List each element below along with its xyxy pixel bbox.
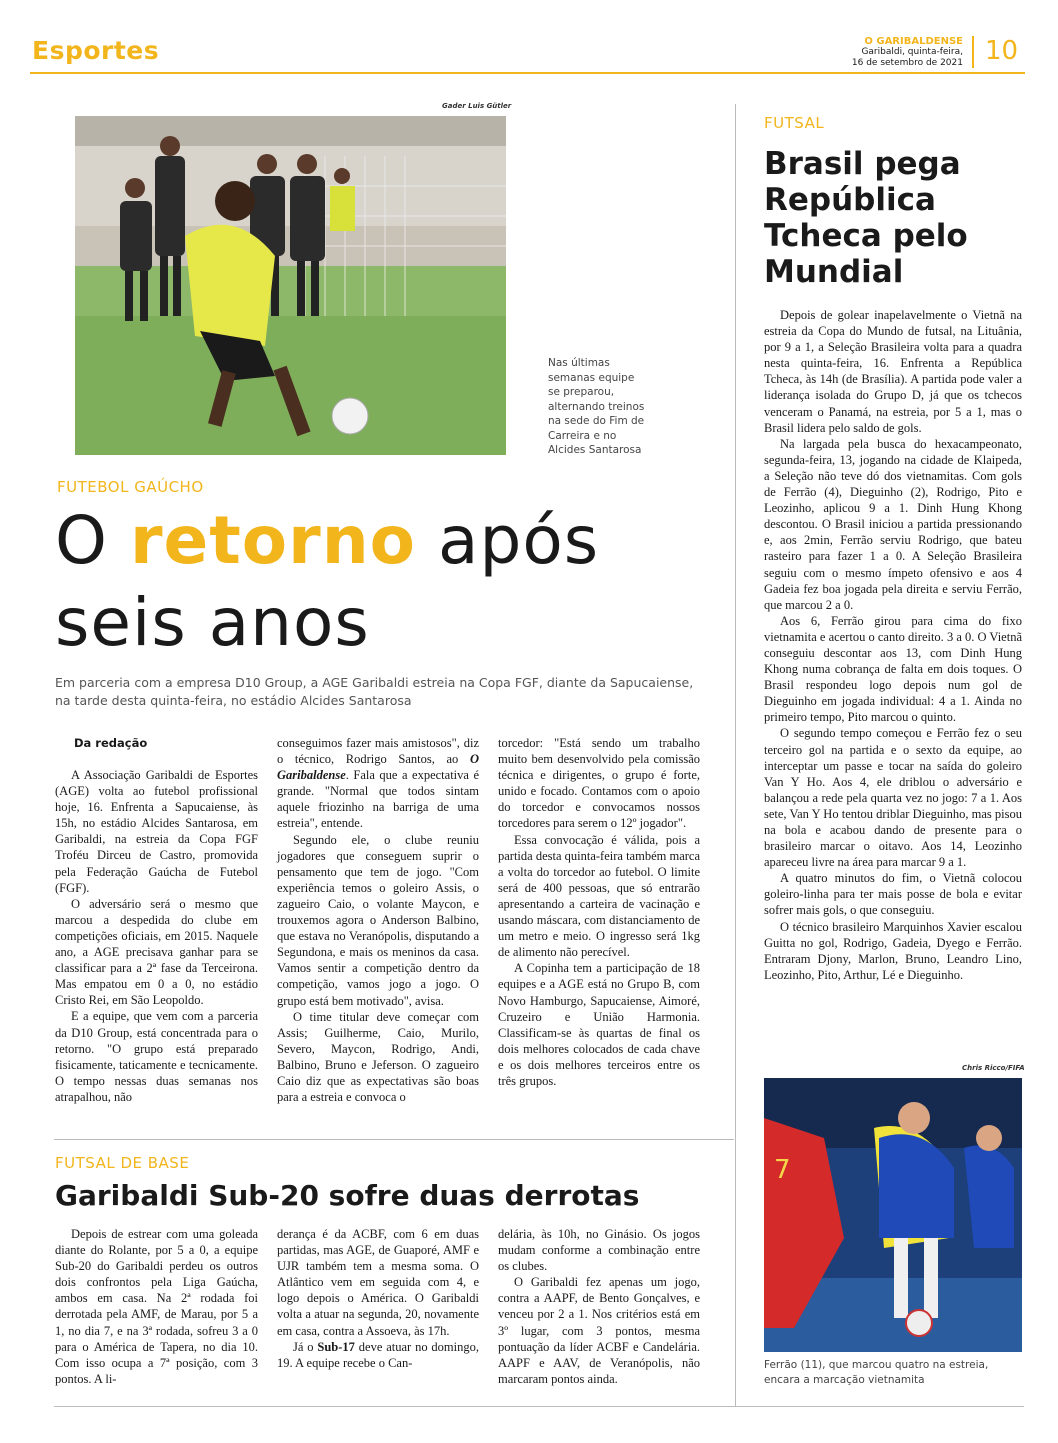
base-column-2	[277, 1226, 479, 1371]
main-photo	[75, 116, 506, 455]
headline-post: após	[416, 502, 600, 579]
main-kicker: FUTEBOL GAÚCHO	[57, 478, 204, 496]
base-column-3	[498, 1226, 700, 1387]
col2-text-a: conseguimos fazer mais amistosos", diz o técnico, Rodrigo Santos, ao	[277, 736, 479, 767]
paragraph: O Garibaldi fez apenas um jogo, contra a AAPF, de Bento Gonçalves, e venceu por 2 a 1. Nos critérios está em 3º lugar, com 3 pontos, mesma pontuação da líder ACBF e Candelária. AAPF e AAV, de Veranópolis, não marcaram pontos ainda.	[498, 1275, 700, 1386]
paragraph: O adversário será o mesmo que marcou a despedida do clube em competições oficiais, em 2015. Naquele ano, a AGE precisava ganhar para se classificar para a 2ª fase da Terceirona. Mas empatou em 0 a 0, no estádio Cristo Rei, em São Leopoldo.	[55, 896, 258, 1008]
futsal-photo	[764, 1078, 1022, 1352]
page-number: 10	[985, 36, 1019, 66]
sub17-post: deve atuar no domingo, 19. A equipe recebe o Can-	[277, 1339, 479, 1370]
paragraph	[277, 735, 479, 832]
bottom-rule	[54, 1406, 1024, 1407]
main-headline	[55, 500, 599, 664]
dateline-city: Garibaldi, quinta-feira,	[861, 47, 963, 57]
header-rule	[30, 72, 1025, 74]
futsal-photo-caption: Ferrão (11), que marcou quatro na estreia, encara a marcação vietnamita	[764, 1359, 989, 1386]
headline-pre: O	[55, 502, 130, 579]
paragraph: O time titular deve começar com Assis; Guilherme, Caio, Murilo, Severo, Maycon, Rodrigo, Andi, Balbino, Bruno e Jeferson. O zagueiro Caio diz que as expectativas são boas para a estreia e convoca o	[277, 1009, 479, 1105]
paragraph: A Copinha tem a participação de 18 equipes e a AGE está no Grupo B, com Novo Hamburgo, Sapucaiense, Aimoré, Cruzeiro e União Harmonia. Classificam-se às quartas de final os dois melhores colocados de cada chave e os dois melhores terceiros entre os três grupos.	[498, 961, 700, 1088]
paragraph: Segundo ele, o clube reuniu jogadores que conseguem suprir o pensamento que tem de jogo. "Com experiência temos o goleiro Assis, o zagueiro Caio, o volante Maycon, e trouxemos agora o Anderson Balbino, que estava no Veranópolis, disputando a Segundona, e mais os meninos da casa. Vamos sentir a competição dentro da competição, vamos jogo a jogo. O grupo está bem motivado", avisa.	[277, 832, 479, 1008]
headline-highlight: retorno	[129, 502, 417, 579]
section-title: Esportes	[32, 36, 160, 65]
paragraph: Depois de estrear com uma goleada diante do Rolante, por 5 a 0, a equipe Sub-20 do Garibaldi perdeu os outros dois confrontos pela Liga Gaúcha, ambos em casa. Na 2ª rodada foi derrotada pela AMF, de Marau, por 5 a 1, no dia 7, e na 3ª rodada, sofreu 3 a 0 para o América de Tapera, no dia 10. Com isso ocupa a 7ª posição, com 3 pontos. A li-	[55, 1227, 258, 1386]
paragraph: A quatro minutos do fim, o Vietnã colocou goleiro-linha para ter mais posse de bola e evitar sofrer mais gols, o que conseguiu.	[764, 871, 1022, 918]
paragraph	[277, 1339, 479, 1371]
paragraph: Depois de golear inapelavelmente o Vietnã na estreia da Copa do Mundo de futsal, na Lituânia, por 9 a 1, a Seleção Brasileira volta para a quadra nesta quinta-feira, 16. Enfrenta a República Tcheca, às 14h (de Brasília). A partida pode valer a liderança isolada do Grupo D, já que os tchecos venceram o Panamá, na estreia, por 5 a 1, mas o Brasil lidera pelo saldo de gols.	[764, 308, 1022, 435]
col2-text-b: . Fala que a expectativa é grande. "Normal que todos sintam aquele friozinho na barriga de uma estreia", entende.	[277, 768, 479, 831]
main-column-1	[55, 767, 258, 1105]
base-headline: Garibaldi Sub-20 sofre duas derrotas	[55, 1179, 640, 1212]
paragraph: Na largada pela busca do hexacampeonato, segunda-feira, 13, jogando na cidade de Klaipeda, a Seleção não teve dó dos vietnamitas. Com gols de Ferrão (4), Dieguinho (2), Rodrigo, Pito e Leozinho, aplicou 9 a 1. Dinh Hung Khong descontou. O Brasil iniciou a partida pressionando e, aos 2min, Ferrão serviu Rodrigo, que bateu rasteiro para fazer 1 a 0. A Seleção Brasileira seguiu com o mesmo ímpeto ofensivo e aos 4 Gadeia fez boa jogada pela direita e serviu Ferrão, que marcou 2 a 0.	[764, 436, 1022, 612]
page-number-separator	[972, 36, 974, 68]
futsal-photo-credit: Chris Ricco/FIFA	[962, 1064, 1025, 1072]
base-kicker: FUTSAL DE BASE	[55, 1154, 190, 1172]
standfirst: Em parceria com a empresa D10 Group, a AGE Garibaldi estreia na Copa FGF, diante da Sapucaiense, na tarde desta quinta-feira, no estádio Alcides Santarosa	[55, 675, 694, 708]
paragraph: A Associação Garibaldi de Esportes (AGE) volta ao futebol profissional hoje, 16. Enfrenta a Sapucaiense, às 15h, no estádio Alcides Santarosa, em Garibaldi, na estreia da Copa FGF Troféu Dirceu de Castro, promovida pela Federação Gaúcha de Futebol (FGF).	[55, 768, 258, 895]
newspaper-name: O Garibaldense	[277, 752, 479, 783]
paragraph: O segundo tempo começou e Ferrão fez o seu terceiro gol na partida e o sexto da equipe, ao interceptar um passe e tocar na saída do goleiro Van Y Ho. Aos 4, ele driblou o adversário e balançou a rede pela quarta vez no jogo: 7 a 1. Aos sete, Van Y Ho tentou driblar Dieguinho, mas pisou na bola e acabou dando de presente para o brasileiro marcar o oitavo. Aos 14, Leozinho apareceu livre na área para marcar 9 a 1.	[764, 726, 1022, 870]
base-column-1	[55, 1226, 258, 1387]
paragraph: delária, às 10h, no Ginásio. Os jogos mudam conforme a combinação entre os clubes.	[498, 1227, 700, 1274]
main-column-2	[277, 735, 479, 1105]
svg-text:7: 7	[774, 1155, 791, 1185]
paragraph: E a equipe, que vem com a parceria da D10 Group, está concentrada para o retorno. "O grupo está preparado fisicamente, taticamente e tecnicamente. O tempo nessas duas semanas nos atrapalhou, não	[55, 1009, 258, 1104]
byline: Da redação	[74, 736, 148, 750]
paragraph: torcedor: "Está sendo um trabalho muito bem desenvolvido pela comissão técnica e dirigentes, o grupo é forte, unido e focado. Contamos com o apoio do torcedor e convocamos nossos torcedores para serem o 12º jogador".	[498, 736, 700, 831]
paragraph: Aos 6, Ferrão girou para cima do fixo vietnamita e acertou o canto direito. 3 a 0. O Vietnã conseguiu descontar aos 13, com Dinh Hung Khong numa cobrança de falta em dois toques. O Brasil respondeu logo depois num gol de Dieguinho em jogada individual: 4 a 1. Ainda no primeiro tempo, Pito marcou o quinto.	[764, 613, 1022, 725]
dateline-date: 16 de setembro de 2021	[851, 58, 963, 68]
main-photo-caption: Nas últimas semanas equipe se preparou, alternando treinos na sede do Fim de Carreira e no Alcides Santarosa	[548, 357, 645, 456]
paragraph: derança é da ACBF, com 6 em duas partidas, mas AGE, de Guaporé, AMF e UJR também tem a mesma soma. O Atlântico vem em seguida com 4, e logo depois o América. O Garibaldi volta a atuar na segunda, 20, novamente em casa, contra a Assoeva, às 17h.	[277, 1227, 479, 1338]
publication-name: O GARIBALDENSE	[864, 36, 963, 47]
futsal-kicker: FUTSAL	[764, 114, 825, 132]
column-divider	[735, 104, 736, 1406]
masthead	[852, 36, 963, 69]
futsal-body	[764, 307, 1022, 983]
futsal-headline: Brasil pega República Tcheca pelo Mundial	[764, 146, 968, 290]
main-column-3	[498, 735, 700, 1089]
headline-line2: seis anos	[55, 584, 370, 661]
paragraph: Essa convocação é válida, pois a partida desta quinta-feira também marca a volta do torcedor ao futebol. O limite será de 400 pessoas, que só entrarão apresentando a carteira de vacinação e usando máscara, com distanciamento de um metro e meio. O ingresso será 1kg de alimento não perecível.	[498, 832, 700, 960]
sub17-label: Sub-17	[317, 1339, 355, 1354]
sub17-pre: Já o	[293, 1339, 318, 1354]
paragraph: O técnico brasileiro Marquinhos Xavier escalou Guitta no gol, Rodrigo, Gadeia, Dyego e Ferrão. Entraram Djony, Marlon, Bruno, Leandro Lino, Leozinho, Pito, Arthur, Lé e Dieguinho.	[764, 919, 1022, 982]
section-divider	[54, 1139, 734, 1140]
photo-credit: Gader Luis Gütler	[442, 102, 512, 110]
